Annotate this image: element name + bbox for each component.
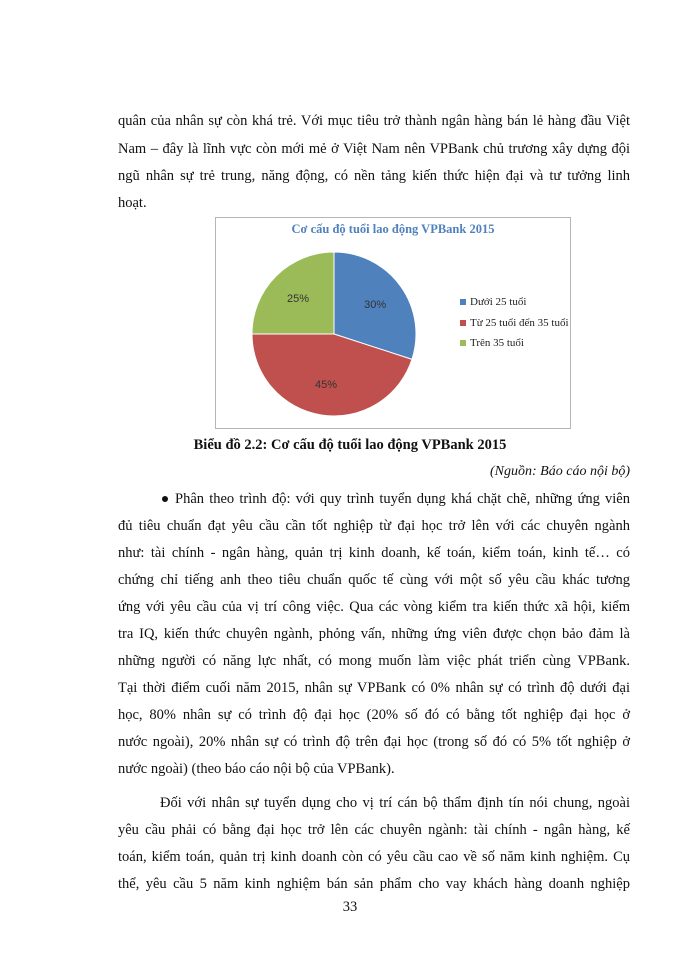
legend-item: [460, 296, 526, 308]
text-line: Phân theo trình độ: với quy trình tuyển dụng khá chặt chẽ, những ứng viên: [175, 491, 630, 507]
text-line: như: tài chính - ngân hàng, quản trị kinh doanh, kế toán, kiểm toán, kinh tế… có: [118, 545, 630, 561]
text-line: chứng chỉ tiếng anh theo tiêu chuẩn quốc tế cùng với một số yêu cầu khác tương: [118, 572, 630, 588]
page-number: 33: [342, 899, 358, 915]
legend-label: Từ 25 tuổi đến 35 tuổi: [470, 317, 569, 329]
text-line: những người có năng lực nhất, có mong muốn làm việc phát triển cùng VPBank.: [118, 653, 630, 669]
pie-data-label: 30%: [364, 299, 387, 312]
text-line: nước ngoài), 20% nhân sự có trình độ trên đại học (trong số đó có 5% tốt nghiệp ở: [118, 734, 630, 750]
legend-item: [460, 337, 524, 349]
bullet-icon: [162, 496, 168, 502]
text-line: tra IQ, kiến thức chuyên ngành, phỏng vấn, những ứng viên được chọn bảo đảm là: [118, 626, 630, 642]
text-line: toán, kiểm toán, quản trị kinh doanh còn có yêu cầu cao về số năm kinh nghiệm. Cụ: [118, 849, 630, 865]
legend-swatch: [460, 340, 466, 346]
chart-title: Cơ cấu độ tuổi lao động VPBank 2015: [291, 222, 495, 236]
figure-caption: Biểu đồ 2.2: Cơ cấu độ tuổi lao động VPBank 2015: [193, 437, 507, 453]
legend-swatch: [460, 320, 466, 326]
pie-data-label: 25%: [287, 293, 310, 306]
text-line: hoạt.: [118, 195, 147, 211]
text-line: ngũ nhân sự trẻ trung, năng động, có nền tảng kiến thức hiện đại và tư tưởng linh: [118, 168, 630, 184]
pie-data-label: 45%: [315, 379, 338, 392]
text-line: yêu cầu phải có bằng đại học trở lên các chuyên ngành: tài chính - ngân hàng, kế: [118, 822, 630, 838]
pie-chart-frame: [215, 217, 571, 429]
text-line: học, 80% nhân sự có trình độ đại học (20% số đó có bằng tốt nghiệp đại học ở: [118, 707, 630, 723]
text-line: đủ tiêu chuẩn đạt yêu cầu cần tốt nghiệp từ đại học trở lên với các chuyên ngành: [118, 518, 630, 534]
text-line: quân của nhân sự còn khá trẻ. Với mục tiêu trở thành ngân hàng bán lẻ hàng đầu Việt: [118, 113, 630, 129]
legend-label: Dưới 25 tuổi: [470, 296, 527, 308]
legend-swatch: [460, 299, 466, 305]
text-line: ứng với yêu cầu của vị trí công việc. Qua các vòng kiểm tra kiến thức xã hội, kiểm: [118, 599, 630, 615]
legend-item: [460, 317, 569, 329]
text-line: thể, yêu cầu 5 năm kinh nghiệm bán sản phẩm cho vay khách hàng doanh nghiệp: [118, 876, 630, 892]
text-line: nước ngoài) (theo báo cáo nội bộ của VPBank).: [118, 761, 395, 777]
text-line: Tại thời điểm cuối năm 2015, nhân sự VPBank có 0% nhân sự có trình độ dưới đại: [118, 680, 630, 696]
legend-label: Trên 35 tuổi: [470, 337, 524, 349]
text-line: Nam – đây là lĩnh vực còn mới mẻ ở Việt Nam nên VPBank chủ trương xây dựng đội: [118, 141, 630, 157]
figure-source: (Nguồn: Báo cáo nội bộ): [490, 464, 630, 479]
text-line: Đối với nhân sự tuyển dụng cho vị trí cán bộ thẩm định tín nói chung, ngoài: [160, 795, 630, 811]
